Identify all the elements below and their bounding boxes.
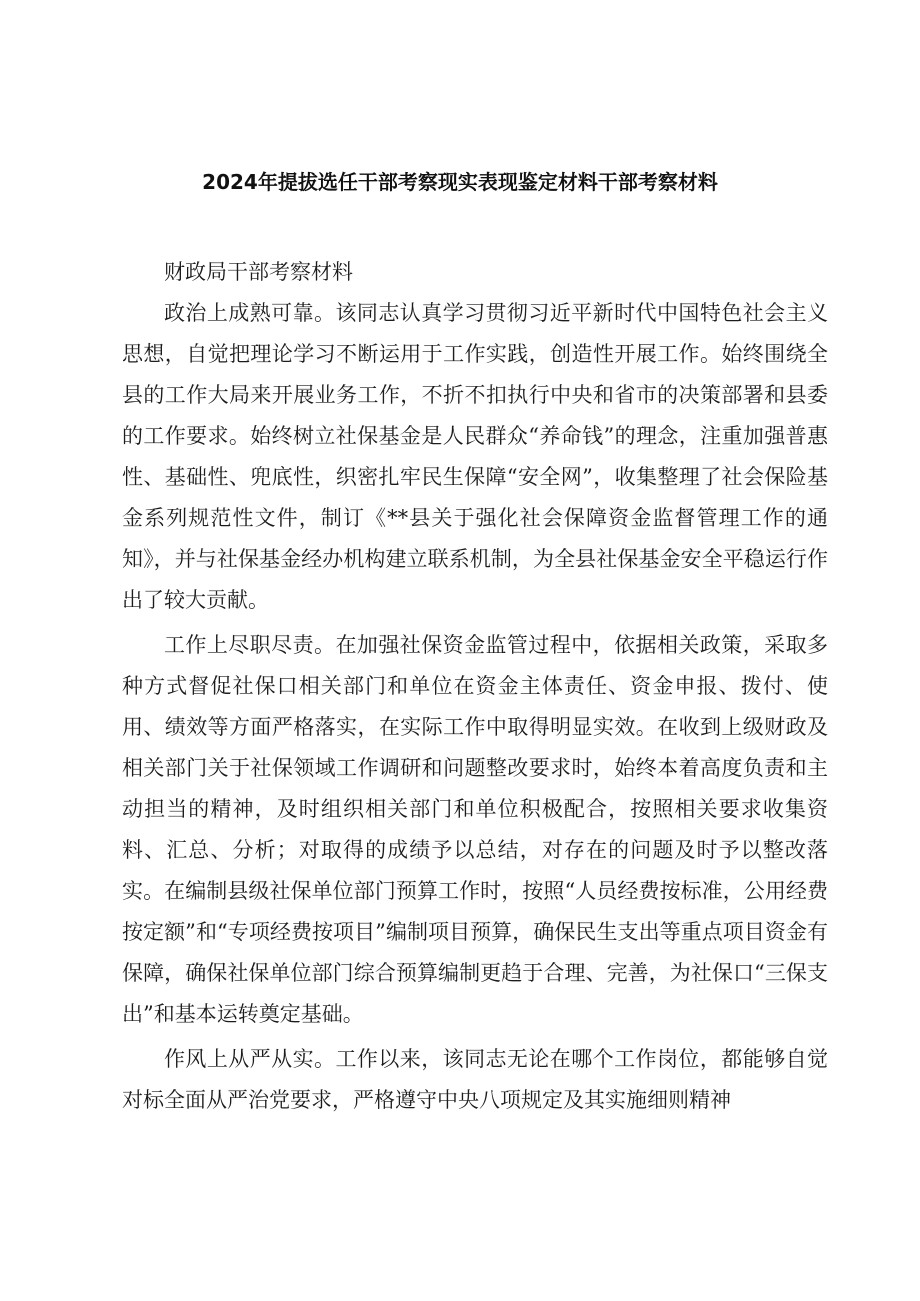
paragraph-conduct: 作风上从严从实。工作以来，该同志无论在哪个工作岗位，都能够自觉对标全面从严治党要求，严格遵守中央八项规定及其实施细则精神 (122, 1047, 828, 1112)
paragraph-political: 政治上成熟可靠。该同志认真学习贯彻习近平新时代中国特色社会主义思想，自觉把理论学习不断运用于工作实践，创造性开展工作。始终围绕全县的工作大局来开展业务工作，不折不扣执行中央和省市的决策部署和县委的工作要求。始终树立社保基金是人民群众“养命钱”的理念，注重加强普惠性、基础性、兜底性，织密扎牢民生保障“安全网”，收集整理了社会保险基金系列规范性文件，制订《**县关于强化社会保障资金监督管理工作的通知》，并与社保基金经办机构建立联系机制，为全县社保基金安全平稳运行作出了较大贡献。 (122, 301, 828, 612)
document-subtitle: 财政局干部考察材料 (164, 260, 353, 284)
document-title: 2024年提拔选任干部考察现实表现鉴定材料干部考察材料 (202, 170, 718, 194)
paragraph-work: 工作上尽职尽责。在加强社保资金监管过程中，依据相关政策，采取多种方式督促社保口相关部门和单位在资金主体责任、资金申报、拨付、使用、绩效等方面严格落实，在实际工作中取得明显实效。在收到上级财政及相关部门关于社保领域工作调研和问题整改要求时，始终本着高度负责和主动担当的精神，及时组织相关部门和单位积极配合，按照相关要求收集资料、汇总、分析；对取得的成绩予以总结，对存在的问题及时予以整改落实。在编制县级社保单位部门预算工作时，按照“人员经费按标准，公用经费按定额”和“专项经费按项目”编制项目预算，确保民生支出等重点项目资金有保障，确保社保单位部门综合预算编制更趋于合理、完善，为社保口“三保支出”和基本运转奠定基础。 (122, 633, 828, 1026)
document-body (122, 252, 828, 1125)
